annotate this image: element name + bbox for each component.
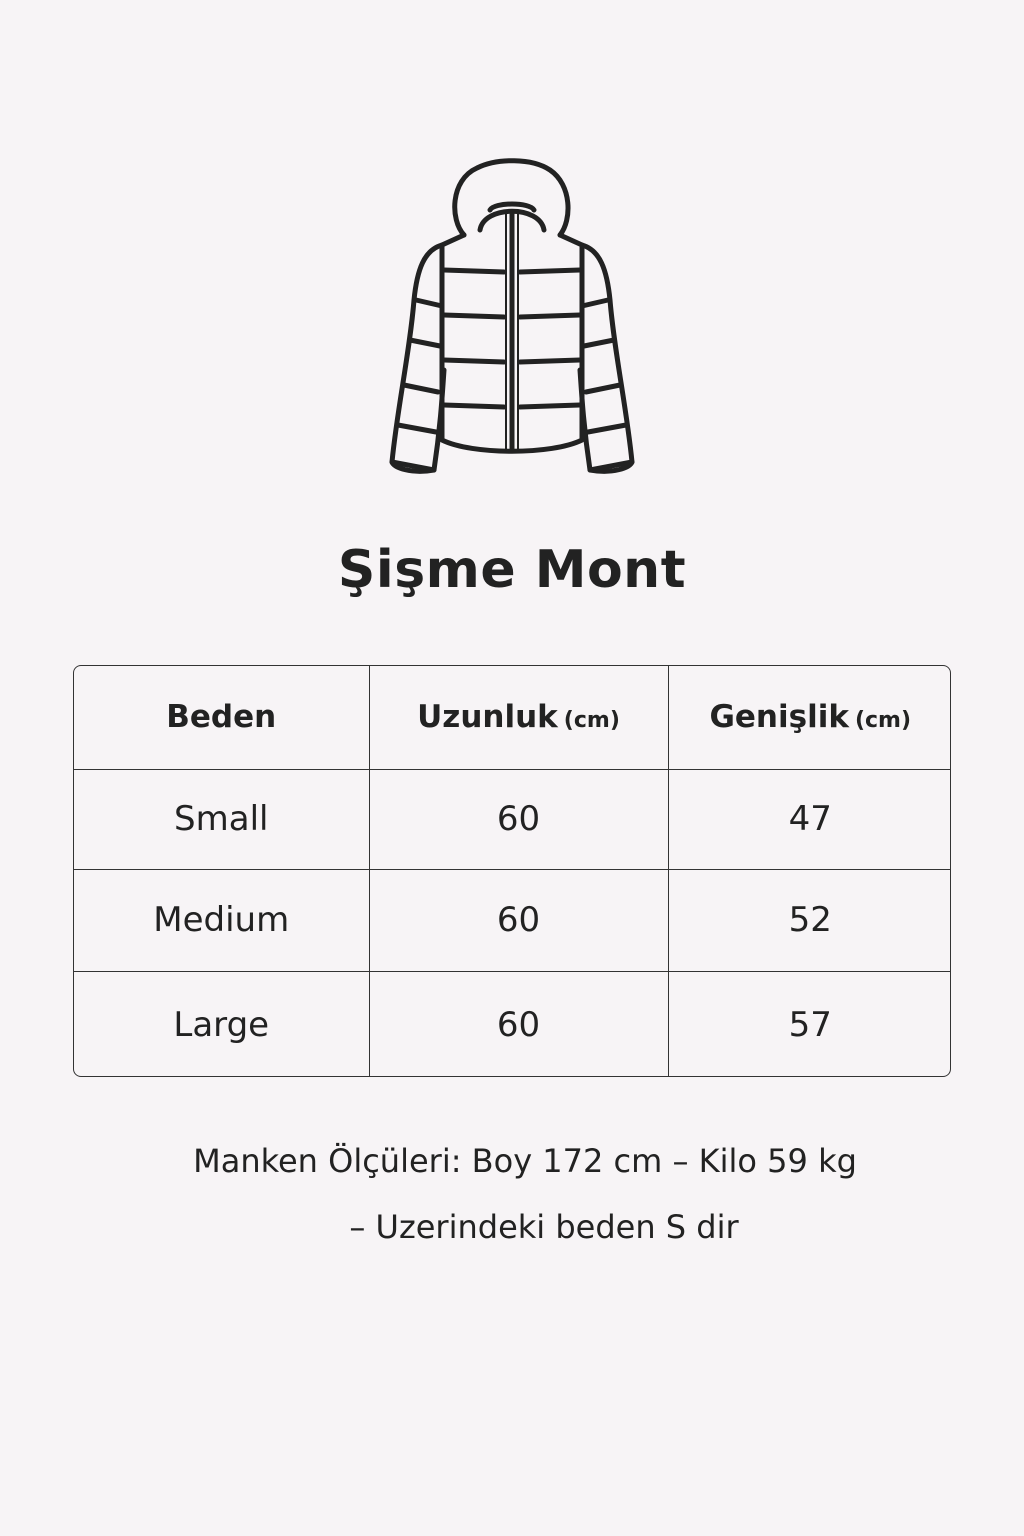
- cell-width: 52: [668, 869, 951, 971]
- table-row: [74, 869, 951, 971]
- table-row: [74, 769, 951, 869]
- model-measurements-note: Manken Ölçüleri: Boy 172 cm – Kilo 59 kg: [193, 1142, 857, 1180]
- header-length: [369, 666, 668, 769]
- header-length-label: Uzunluk: [417, 699, 558, 736]
- table-row: [74, 971, 951, 1077]
- product-title: Şişme Mont: [337, 540, 687, 600]
- header-size: [74, 666, 369, 769]
- model-size-note: – Uzerindeki beden S dir: [349, 1208, 739, 1246]
- header-size-label: Beden: [166, 699, 277, 736]
- cell-size: Small: [74, 769, 369, 869]
- cell-width: 47: [668, 769, 951, 869]
- header-length-unit: (cm): [563, 708, 620, 734]
- puffer-jacket-icon: [372, 150, 652, 490]
- size-chart-table: [73, 665, 951, 1077]
- header-width: [668, 666, 951, 769]
- cell-length: 60: [369, 769, 668, 869]
- cell-size: Large: [74, 971, 369, 1077]
- header-width-unit: (cm): [854, 708, 912, 734]
- cell-size: Medium: [74, 869, 369, 971]
- header-width-label: Genişlik: [709, 699, 849, 736]
- cell-length: 60: [369, 869, 668, 971]
- cell-length: 60: [369, 971, 668, 1077]
- table-header-row: [74, 666, 951, 769]
- cell-width: 57: [788, 1004, 832, 1045]
